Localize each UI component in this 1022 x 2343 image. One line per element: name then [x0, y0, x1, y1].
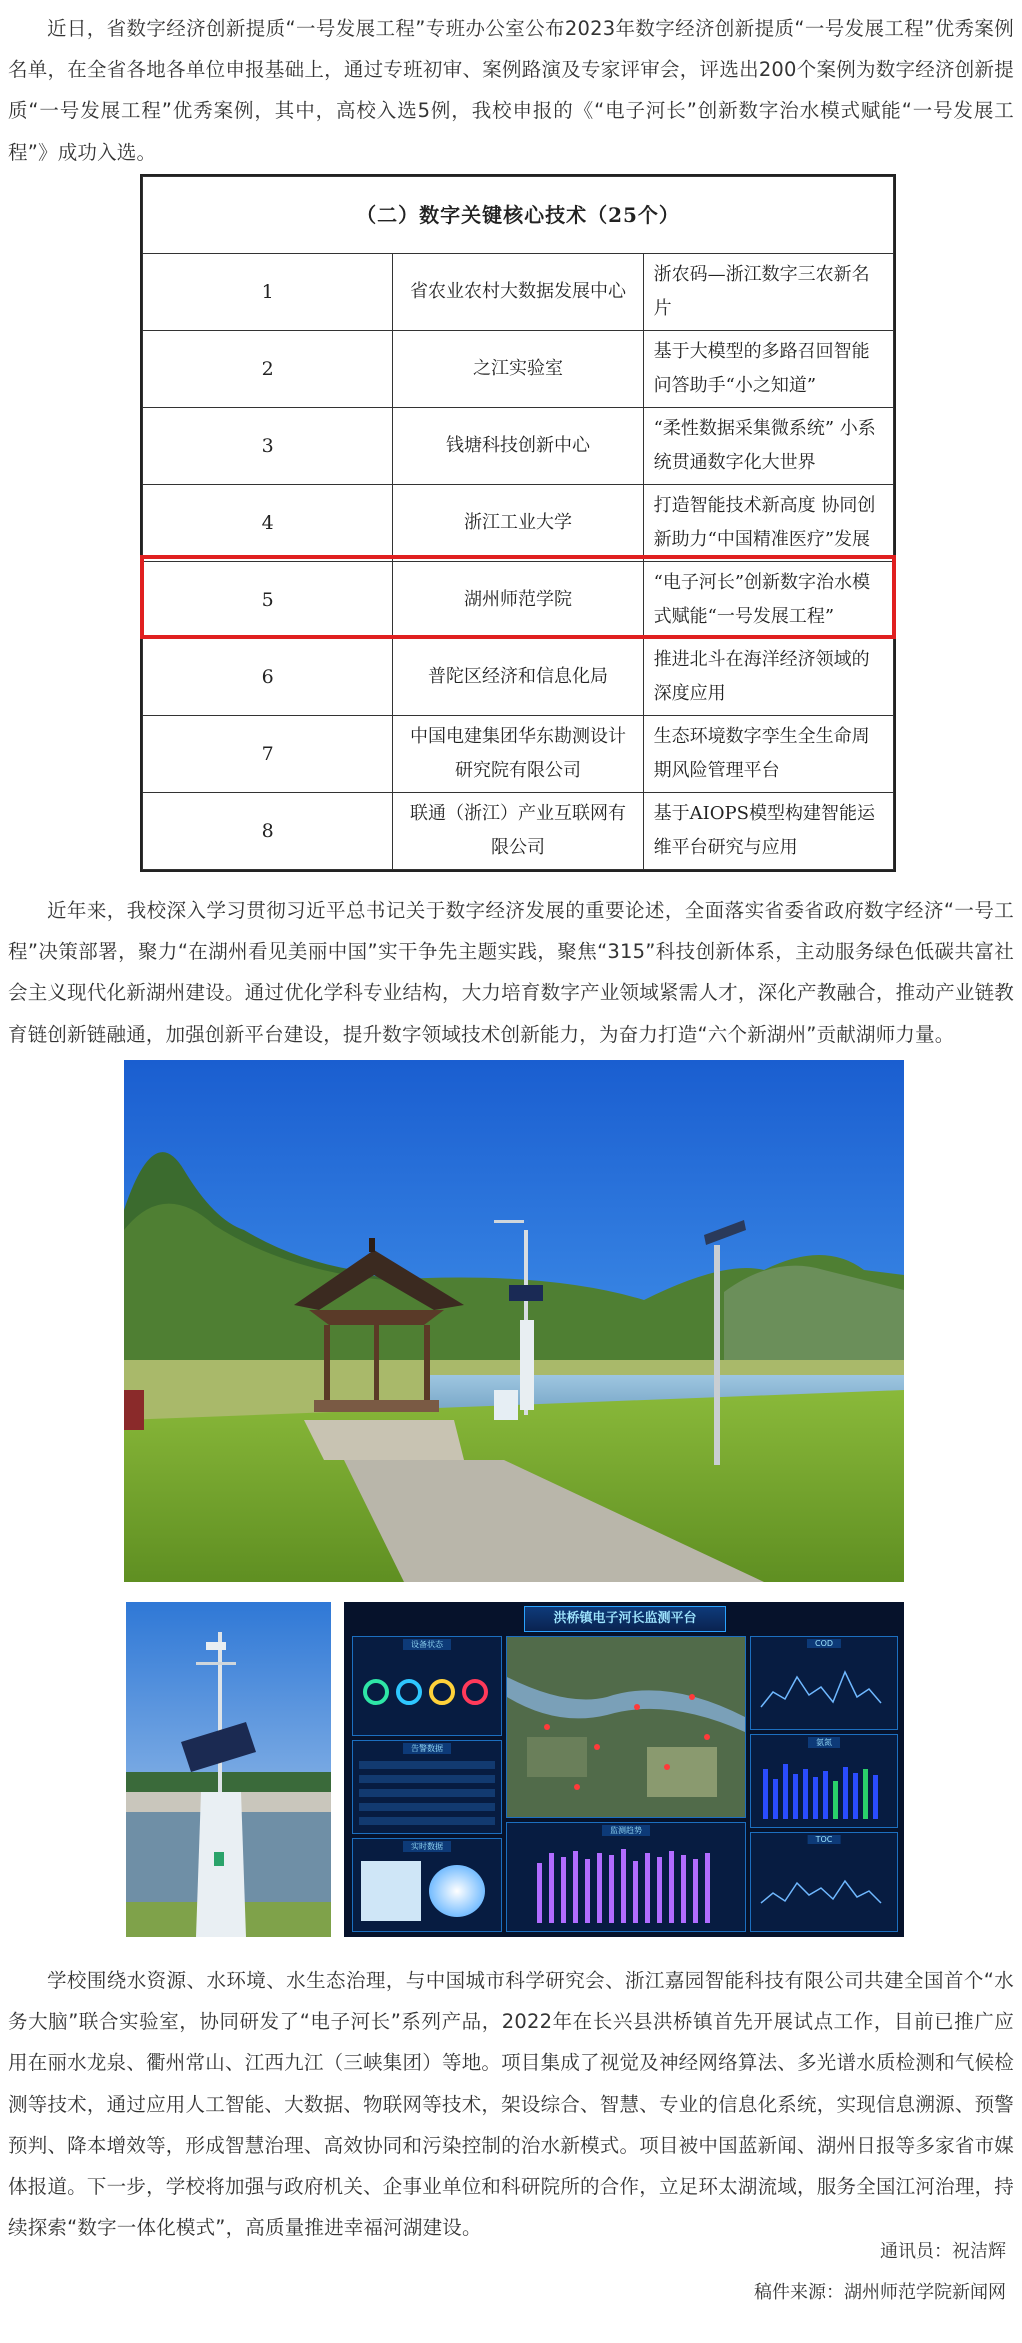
trend-bar	[585, 1859, 590, 1923]
status-ring	[396, 1679, 422, 1705]
bar	[813, 1777, 818, 1819]
panel-title: 设备状态	[403, 1639, 451, 1650]
trend-bar	[693, 1859, 698, 1923]
bar	[803, 1769, 808, 1819]
body-paragraph: 近年来，我校深入学习贯彻习近平总书记关于数字经济发展的重要论述，全面落实省委省政府数字经济“一号工程”决策部署，聚力“在湖州看见美丽中国”实干争先主题实践，聚焦“315”科技创新体系，主动服务绿色低碳共富社会主义现代化新湖州建设。通过优化学科专业结构，大力培育数字产业领域紧需人才，深化产教融合，推动产业链教育链创新链融通，加强创新平台建设，提升数字领域技术创新能力，为奋力打造“六个新湖州”贡献湖师力量。	[8, 899, 1014, 1046]
row-organization: 普陀区经济和信息化局	[393, 639, 643, 716]
status-ring	[363, 1679, 389, 1705]
trend-bar	[705, 1853, 710, 1923]
panel-title: TOC	[808, 1835, 841, 1844]
ammonia-panel	[750, 1734, 898, 1828]
row-number: 4	[143, 485, 393, 562]
row-number: 2	[143, 331, 393, 408]
trend-bar	[609, 1855, 614, 1923]
reporter-credit: 通讯员：祝洁辉	[880, 2241, 1006, 2262]
row-project: 基于大模型的多路召回智能问答助手“小之知道”	[643, 331, 893, 408]
table-row	[359, 1789, 495, 1797]
dashboard-title: 洪桥镇电子河长监测平台	[524, 1606, 726, 1632]
panel-title: 实时数据	[403, 1841, 451, 1852]
trend-bar	[657, 1857, 662, 1923]
row-number: 7	[143, 716, 393, 793]
trend-bar	[633, 1861, 638, 1923]
trend-bar	[669, 1851, 674, 1923]
camera-thumbnail	[361, 1861, 421, 1921]
table-row	[359, 1761, 495, 1769]
river-monitoring-dashboard	[344, 1602, 904, 1937]
bar	[863, 1769, 868, 1819]
table-row	[143, 408, 894, 485]
row-project: 推进北斗在海洋经济领域的深度应用	[643, 639, 893, 716]
monitoring-station-photo	[126, 1602, 331, 1937]
bar	[763, 1769, 768, 1819]
table-row	[143, 716, 894, 793]
toc-panel	[750, 1832, 898, 1932]
bar	[843, 1767, 848, 1819]
bar	[853, 1773, 858, 1819]
table-row	[359, 1817, 495, 1825]
river-pavilion-photo	[124, 1060, 904, 1582]
map-panel	[506, 1636, 746, 1818]
row-organization: 钱塘科技创新中心	[393, 408, 643, 485]
panel-title: 监测趋势	[602, 1825, 650, 1836]
source-credit: 稿件来源：湖州师范学院新闻网	[754, 2282, 1006, 2303]
table-row	[143, 639, 894, 716]
bar	[873, 1775, 878, 1819]
row-organization: 之江实验室	[393, 331, 643, 408]
row-organization: 联通（浙江）产业互联网有限公司	[393, 793, 643, 870]
alarm-panel	[352, 1740, 502, 1834]
table-row	[359, 1803, 495, 1811]
row-project: 基于AIOPS模型构建智能运维平台研究与应用	[643, 793, 893, 870]
trend-bar	[537, 1863, 542, 1923]
device-status-panel	[352, 1636, 502, 1736]
row-number: 1	[143, 254, 393, 331]
trend-bar	[621, 1849, 626, 1923]
trend-bar	[549, 1853, 554, 1923]
trend-bar	[681, 1855, 686, 1923]
bar	[793, 1774, 798, 1819]
closing-paragraph: 学校围绕水资源、水环境、水生态治理，与中国城市科学研究会、浙江嘉园智能科技有限公司共建全国首个“水务大脑”联合实验室，协同研发了“电子河长”系列产品，2022年在长兴县洪桥镇首先开展试点工作，目前已推广应用在丽水龙泉、衢州常山、江西九江（三峡集团）等地。项目集成了视觉及神经网络算法、多光谱水质检测和气候检测等技术，通过应用人工智能、大数据、物联网等技术，架设综合、智慧、专业的信息化系统，实现信息溯源、预警预判、降本增效等，形成智慧治理、高效协同和污染控制的治水新模式。项目被中国蓝新闻、湖州日报等多家省市媒体报道。下一步，学校将加强与政府机关、企事业单位和科研院所的合作，立足环太湖流域，服务全国江河治理，持续探索“数字一体化模式”，高质量推进幸福河湖建设。	[8, 1969, 1014, 2240]
row-number: 8	[143, 793, 393, 870]
trend-bar	[573, 1851, 578, 1923]
row-number: 6	[143, 639, 393, 716]
trend-bar	[597, 1853, 602, 1923]
panel-title: 告警数据	[403, 1743, 451, 1754]
row-number: 3	[143, 408, 393, 485]
table-row	[143, 793, 894, 870]
row-organization: 省农业农村大数据发展中心	[393, 254, 643, 331]
row-project: 浙农码—浙江数字三农新名片	[643, 254, 893, 331]
bar	[823, 1771, 828, 1819]
table-row	[359, 1775, 495, 1783]
cod-panel	[750, 1636, 898, 1730]
panel-title: COD	[807, 1639, 841, 1648]
row-project: “电子河长”创新数字治水模式赋能“一号发展工程”	[643, 562, 893, 639]
row-project: 打造智能技术新高度 协同创新助力“中国精准医疗”发展	[643, 485, 893, 562]
bar	[833, 1781, 838, 1819]
table-title: （二）数字关键核心技术（25个）	[143, 177, 894, 254]
row-organization: 浙江工业大学	[393, 485, 643, 562]
case-list-table	[140, 174, 896, 872]
row-organization: 中国电建集团华东勘测设计研究院有限公司	[393, 716, 643, 793]
row-project: “柔性数据采集微系统” 小系统贯通数字化大世界	[643, 408, 893, 485]
trend-panel	[506, 1822, 746, 1932]
bar	[773, 1779, 778, 1819]
row-organization: 湖州师范学院	[393, 562, 643, 639]
bar	[783, 1764, 788, 1819]
trend-bar	[561, 1857, 566, 1923]
intro-paragraph: 近日，省数字经济创新提质“一号发展工程”专班办公室公布2023年数字经济创新提质“一号发展工程”优秀案例名单，在全省各地各单位申报基础上，通过专班初审、案例路演及专家评审会，评选出200个案例为数字经济创新提质“一号发展工程”优秀案例，其中，高校入选5例，我校申报的《“电子河长”创新数字治水模式赋能“一号发展工程”》成功入选。	[8, 17, 1014, 164]
status-ring	[462, 1679, 488, 1705]
table-row	[143, 331, 894, 408]
table-row-highlighted	[143, 562, 894, 639]
status-ring	[429, 1679, 455, 1705]
trend-bar	[645, 1853, 650, 1923]
table-row	[143, 485, 894, 562]
row-project: 生态环境数字孪生全生命周期风险管理平台	[643, 716, 893, 793]
realtime-panel	[352, 1838, 502, 1932]
gauge	[429, 1865, 485, 1917]
panel-title: 氨氮	[808, 1737, 840, 1748]
table-row	[143, 254, 894, 331]
row-number: 5	[143, 562, 393, 639]
